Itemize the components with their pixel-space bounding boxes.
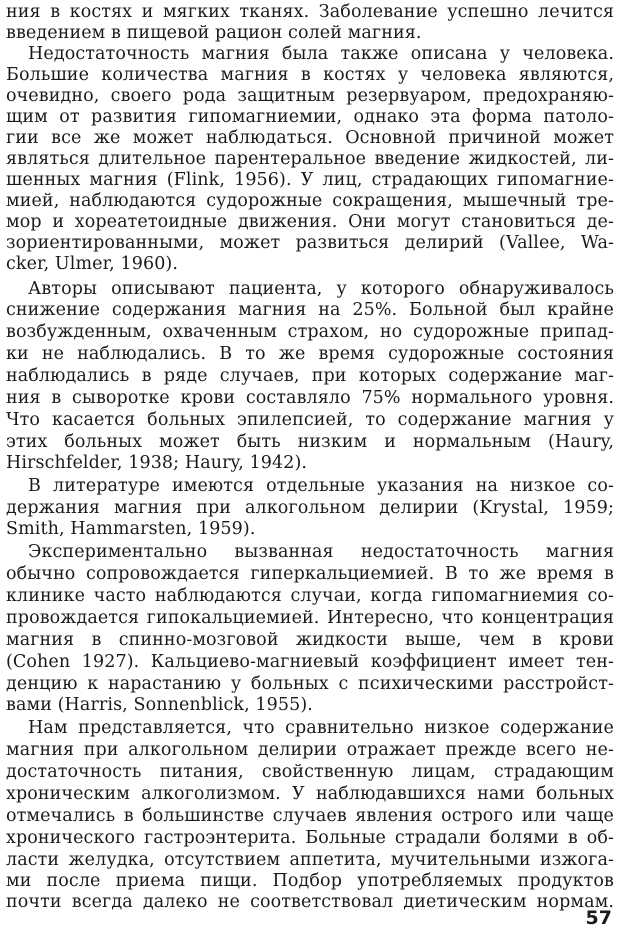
text-line: обычно сопровождается гиперкальциемией. В то же время в xyxy=(6,564,614,584)
text-line: мией, наблюдаются судорожные сокращения, мышечный тре- xyxy=(6,191,614,211)
paragraph-start-line: Нам представляется, что сравнительно низкое содержание xyxy=(28,718,614,738)
paragraph-start-line: В литературе имеются отдельные указания на низкое со- xyxy=(28,476,614,496)
text-line: гии все же может наблюдаться. Основной причиной может xyxy=(6,128,614,148)
text-line: ласти желудка, отсутствием аппетита, мучительными изжога- xyxy=(6,850,614,870)
text-line: шенных магния (Flink, 1956). У лиц, страдающих гипомагние- xyxy=(6,170,614,190)
text-line: ния в костях и мягких тканях. Заболевание успешно лечится xyxy=(6,2,614,22)
text-line: держания магния при алкогольном делирии (Krystal, 1959; xyxy=(6,498,614,518)
text-line: наблюдались в ряде случаев, при которых содержание маг- xyxy=(6,366,614,386)
text-line: (Cohen 1927). Кальциево-магниевый коэффициент имеет тен- xyxy=(6,652,614,672)
text-line: провождается гипокальциемией. Интересно, что концентрация xyxy=(6,608,614,628)
text-line: хронического гастроэнтерита. Больные страдали болями в об- xyxy=(6,828,614,848)
text-line: снижение содержания магния на 25%. Больной был крайне xyxy=(6,300,614,320)
paragraph-start-line: Авторы описывают пациента, у которого обнаруживалось xyxy=(28,279,614,299)
text-line: являться длительное парентеральное введение жидкостей, ли- xyxy=(6,149,614,169)
text-line: введением в пищевой рацион солей магния. xyxy=(6,23,422,43)
text-line: достаточность питания, свойственную лицам, страдающим xyxy=(6,762,614,782)
text-line: возбужденным, охваченным страхом, но судорожные припад- xyxy=(6,322,614,342)
text-line: этих больных может быть низким и нормальным (Haury, xyxy=(6,432,614,452)
text-line: Hirschfelder, 1938; Haury, 1942). xyxy=(6,453,308,473)
text-line: щим от развития гипомагниемии, однако эта форма патоло- xyxy=(6,107,614,127)
text-line: Большие количества магния в костях у человека являются, xyxy=(6,65,614,85)
text-line: ки не наблюдались. В то же время судорожные состояния xyxy=(6,344,614,364)
page-number: 57 xyxy=(585,907,612,929)
text-line: вами (Harris, Sonnenblick, 1955). xyxy=(6,695,313,715)
text-line: магния при алкогольном делирии отражает прежде всего не- xyxy=(6,740,614,760)
text-line: отмечались в большинстве случаев явления острого или чаще xyxy=(6,806,614,826)
text-line: мор и хореатетоидные движения. Они могут становиться де- xyxy=(6,212,614,232)
text-line: хроническим алкоголизмом. У наблюдавшихся нами больных xyxy=(6,784,614,804)
text-line: Smith, Hammarsten, 1959). xyxy=(6,519,256,539)
text-line: ния в сыворотке крови составляло 75% нормального уровня. xyxy=(6,388,614,408)
paragraph-start-line: Экспериментально вызванная недостаточность магния xyxy=(28,542,614,562)
paragraph-start-line: Недостаточность магния была также описана у человека. xyxy=(28,44,614,64)
text-line: магния в спинно-мозговой жидкости выше, чем в крови xyxy=(6,630,614,650)
text-line: cker, Ulmer, 1960). xyxy=(6,254,179,274)
text-line: зориентированными, может развиться делирий (Vallee, Wa- xyxy=(6,233,614,253)
text-line: Что касается больных эпилепсией, то содержание магния у xyxy=(6,410,614,430)
text-line: ми после приема пищи. Подбор употребляемых продуктов xyxy=(6,871,614,891)
text-line: денцию к нарастанию у больных с психическими расстройст- xyxy=(6,674,614,694)
text-line: очевидно, своего рода защитным резервуаром, предохраняю- xyxy=(6,86,614,106)
text-line: клинике часто наблюдаются случаи, когда гипомагниемия со- xyxy=(6,586,614,606)
text-line: почти всегда далеко не соответствовал диетическим нормам. xyxy=(6,892,614,912)
